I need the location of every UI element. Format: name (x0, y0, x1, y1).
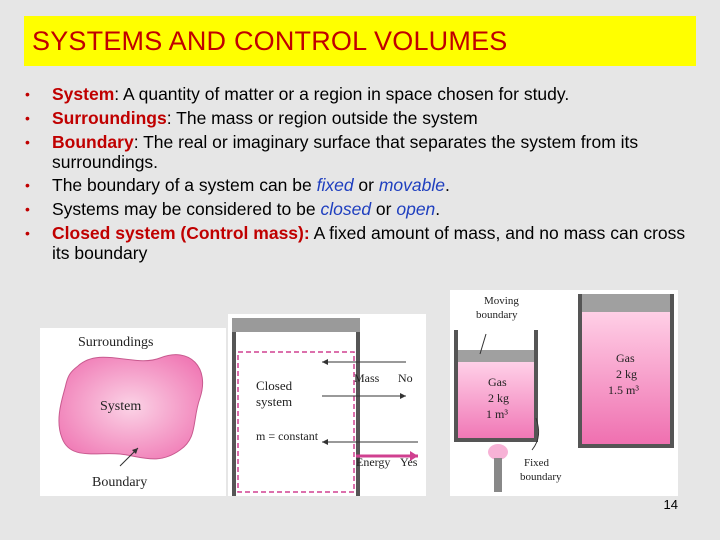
term-separator: : (166, 108, 177, 128)
label-energy: Energy (356, 455, 391, 469)
label-gas-right: Gas (616, 351, 635, 365)
flame-icon (488, 444, 508, 460)
bullet-item-fixed-movable (22, 175, 702, 195)
cylinder-wall-right (670, 294, 674, 446)
label-yes: Yes (400, 455, 418, 469)
definition-system: A quantity of matter or a region in space chosen for study. (123, 84, 570, 104)
label-surroundings: Surroundings (78, 335, 154, 350)
emphasis-fixed: fixed (316, 175, 354, 195)
label-no: No (398, 371, 413, 385)
label-fixed: Fixed (524, 457, 550, 469)
label-boundary-fixed: boundary (520, 471, 562, 483)
text-post: . (435, 199, 441, 219)
label-m-constant: m = constant (256, 429, 319, 443)
bullet-item-boundary (22, 132, 702, 172)
system-diagram (40, 328, 226, 496)
cylinder-bottom (454, 438, 538, 442)
bullet-dot-icon: • (25, 201, 30, 217)
label-closed: Closed (256, 378, 293, 393)
figure-piston-cylinder (450, 290, 678, 496)
piston-cylinder-diagram (450, 290, 678, 496)
emphasis-closed: closed (320, 199, 372, 219)
bullet-item-closed-system (22, 223, 702, 263)
term-separator: : (114, 84, 124, 104)
label-mass: Mass (354, 371, 380, 385)
arrowhead-icon (322, 359, 328, 365)
term-closed-system: Closed system (Control mass): (52, 223, 310, 243)
arrowhead-icon (322, 439, 328, 445)
text-mid: or (353, 175, 379, 195)
emphasis-movable: movable (378, 175, 446, 195)
bullet-dot-icon: • (25, 225, 30, 241)
container-wall-left (232, 332, 236, 496)
definition-closed-system: A fixed amount of mass, and no mass can cross its boundary (52, 223, 686, 263)
text-pre: The boundary of a system can be (52, 175, 317, 195)
term-boundary: Boundary (52, 132, 134, 152)
system-boundary-dashed (238, 352, 354, 492)
cylinder-wall-left (578, 294, 582, 446)
label-vol-left: 1 m³ (486, 407, 508, 421)
term-system: System (52, 84, 115, 104)
arrowhead-icon (400, 393, 406, 399)
bullet-dot-icon: • (25, 177, 30, 193)
label-gas-left: Gas (488, 375, 507, 389)
container-wall-right (356, 332, 360, 496)
piston (582, 294, 670, 312)
term-separator: : (133, 132, 144, 152)
text-post: . (445, 175, 450, 195)
label-system: system (256, 394, 293, 409)
term-surroundings: Surroundings (52, 108, 167, 128)
label-kg-right: 2 kg (616, 367, 637, 381)
bullet-list (22, 84, 702, 267)
bullet-item-surroundings (22, 108, 702, 128)
label-moving: Moving (484, 295, 519, 307)
cylinder-bottom (578, 444, 674, 448)
piston-top (232, 318, 360, 332)
label-boundary: Boundary (92, 475, 148, 490)
text-pre: Systems may be considered to be (52, 199, 321, 219)
emphasis-open: open (396, 199, 436, 219)
burner (494, 458, 502, 492)
slide-title: SYSTEMS AND CONTROL VOLUMES (32, 26, 508, 56)
bullet-dot-icon: • (25, 86, 30, 102)
bullet-item-closed-open (22, 199, 702, 219)
figure-system-surroundings (40, 328, 226, 496)
label-kg-left: 2 kg (488, 391, 509, 405)
text-mid: or (371, 199, 397, 219)
definition-surroundings: The mass or region outside the system (176, 108, 478, 128)
label-system: System (100, 399, 142, 414)
title-bar (24, 16, 696, 66)
bullet-item-system (22, 84, 702, 104)
figure-closed-system (228, 314, 426, 496)
bullet-dot-icon: • (25, 134, 30, 150)
bullet-dot-icon: • (25, 110, 30, 126)
cylinder-wall-left (454, 330, 458, 440)
page-number: 14 (663, 497, 678, 512)
definition-boundary: The real or imaginary surface that separates the system from its surroundings. (52, 132, 639, 172)
closed-system-diagram (228, 314, 426, 496)
label-boundary-moving: boundary (476, 309, 518, 321)
label-vol-right: 1.5 m³ (608, 383, 639, 397)
piston (458, 350, 534, 362)
